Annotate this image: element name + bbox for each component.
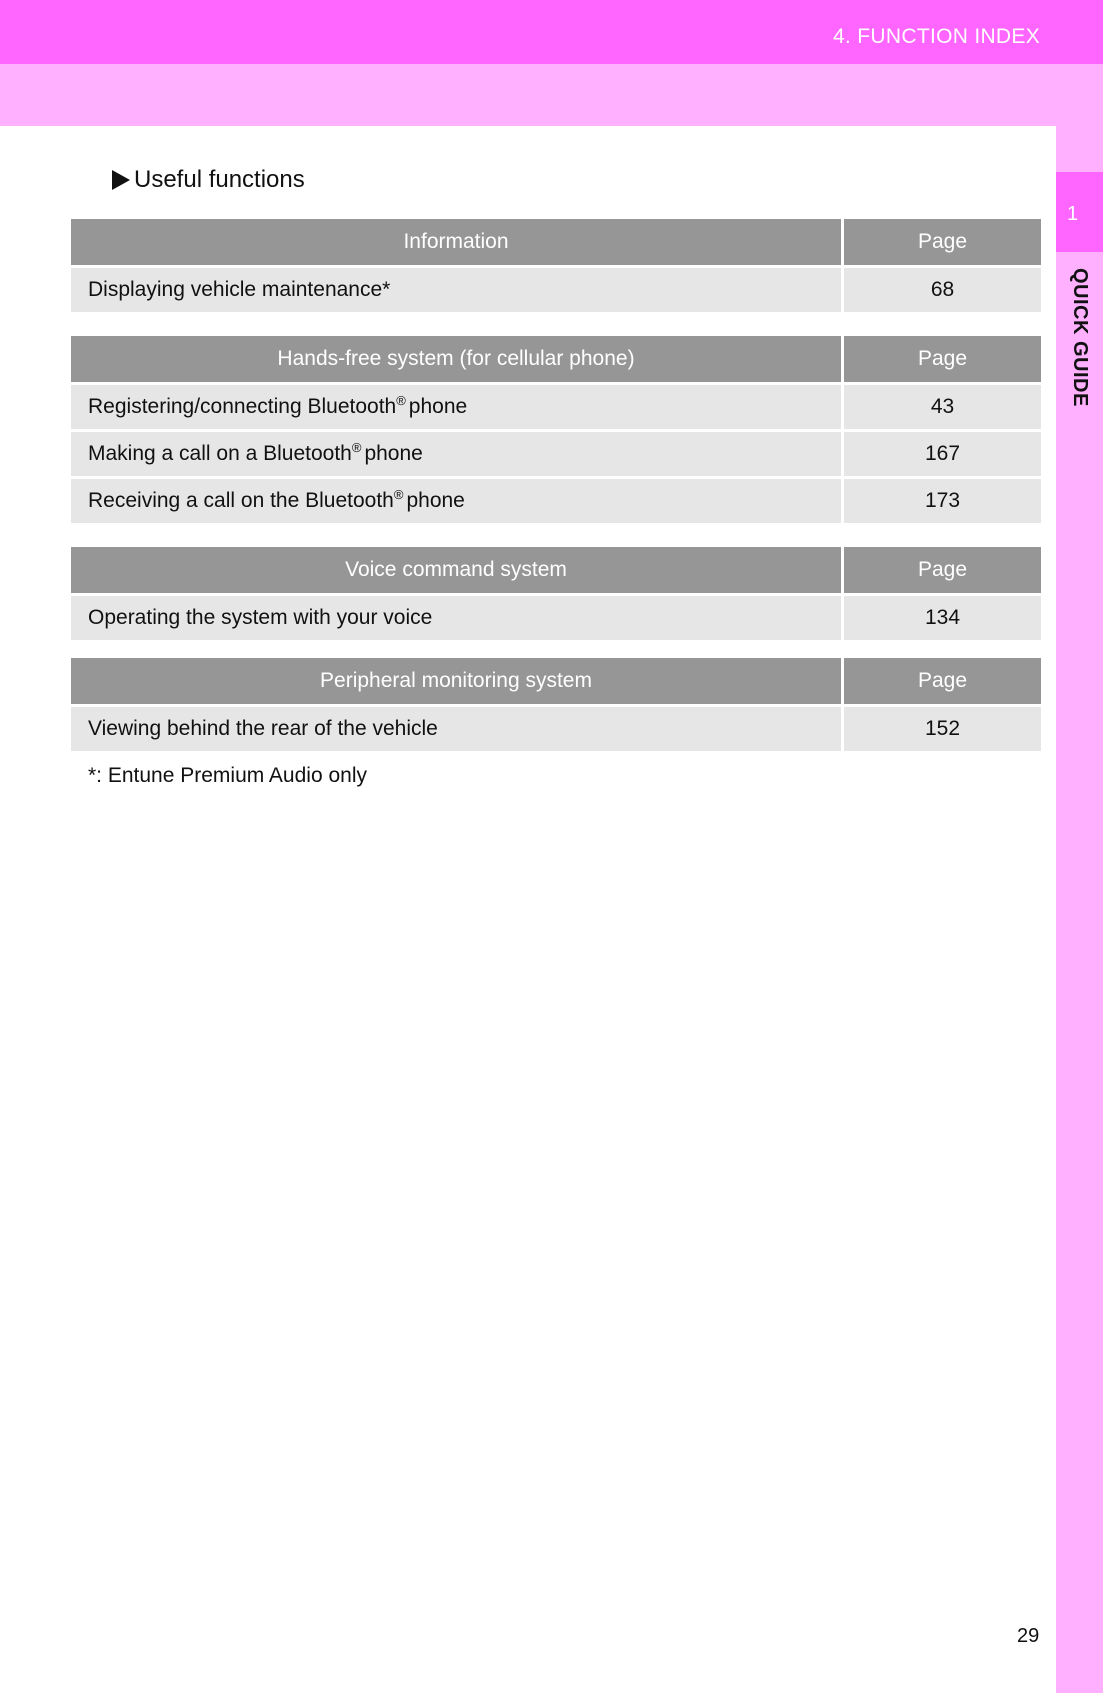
- section-heading-text: Useful functions: [134, 166, 305, 193]
- table-voice-command: [71, 547, 1041, 643]
- table-header: Information: [71, 219, 841, 265]
- row-page[interactable]: 152: [844, 707, 1041, 751]
- row-page[interactable]: 167: [844, 432, 1041, 476]
- row-label: [71, 432, 841, 476]
- page-number: 29: [1017, 1625, 1040, 1647]
- row-label: Operating the system with your voice: [71, 596, 841, 640]
- registered-mark: ®: [393, 486, 404, 502]
- table-header-row: [71, 336, 1041, 382]
- table-row: [71, 385, 1041, 429]
- section-heading: [112, 166, 305, 194]
- table-row: [71, 707, 1041, 751]
- registered-mark: ®: [351, 439, 362, 455]
- table-row: [71, 596, 1041, 640]
- page-column-header: Page: [844, 336, 1041, 382]
- row-label-text: phone: [364, 442, 423, 465]
- row-label-text: phone: [408, 395, 468, 418]
- row-label: Displaying vehicle maintenance*: [71, 268, 841, 312]
- header-band: [0, 64, 1103, 126]
- chapter-tab[interactable]: [1056, 172, 1103, 252]
- registered-mark: ®: [396, 392, 406, 408]
- footnote: *: Entune Premium Audio only: [88, 764, 367, 787]
- row-label: [71, 479, 841, 523]
- table-header-row: [71, 658, 1041, 704]
- table-hands-free: [71, 336, 1041, 526]
- row-label: [71, 385, 841, 429]
- table-header-row: [71, 547, 1041, 593]
- chapter-label[interactable]: QUICK GUIDE: [1069, 268, 1091, 407]
- header-title: 4. FUNCTION INDEX: [833, 25, 1040, 48]
- row-page[interactable]: 173: [844, 479, 1041, 523]
- table-row: [71, 432, 1041, 476]
- table-row: [71, 479, 1041, 523]
- row-label-text: Receiving a call on the Bluetooth: [88, 489, 394, 512]
- page-column-header: Page: [844, 219, 1041, 265]
- row-label-text: phone: [406, 489, 465, 512]
- page-column-header: Page: [844, 658, 1041, 704]
- row-label-text: Registering/connecting Bluetooth: [88, 395, 397, 418]
- row-label-text: Making a call on a Bluetooth: [88, 442, 352, 465]
- table-header-row: [71, 219, 1041, 265]
- table-header: Peripheral monitoring system: [71, 658, 841, 704]
- row-page[interactable]: 68: [844, 268, 1041, 312]
- row-page[interactable]: 43: [844, 385, 1041, 429]
- row-label: Viewing behind the rear of the vehicle: [71, 707, 841, 751]
- page-column-header: Page: [844, 547, 1041, 593]
- row-page[interactable]: 134: [844, 596, 1041, 640]
- triangle-right-icon: [112, 170, 130, 190]
- table-peripheral-monitoring: [71, 658, 1041, 754]
- table-header: Hands-free system (for cellular phone): [71, 336, 841, 382]
- table-row: [71, 268, 1041, 312]
- table-information: [71, 219, 1041, 315]
- chapter-number: 1: [1067, 203, 1079, 225]
- table-header: Voice command system: [71, 547, 841, 593]
